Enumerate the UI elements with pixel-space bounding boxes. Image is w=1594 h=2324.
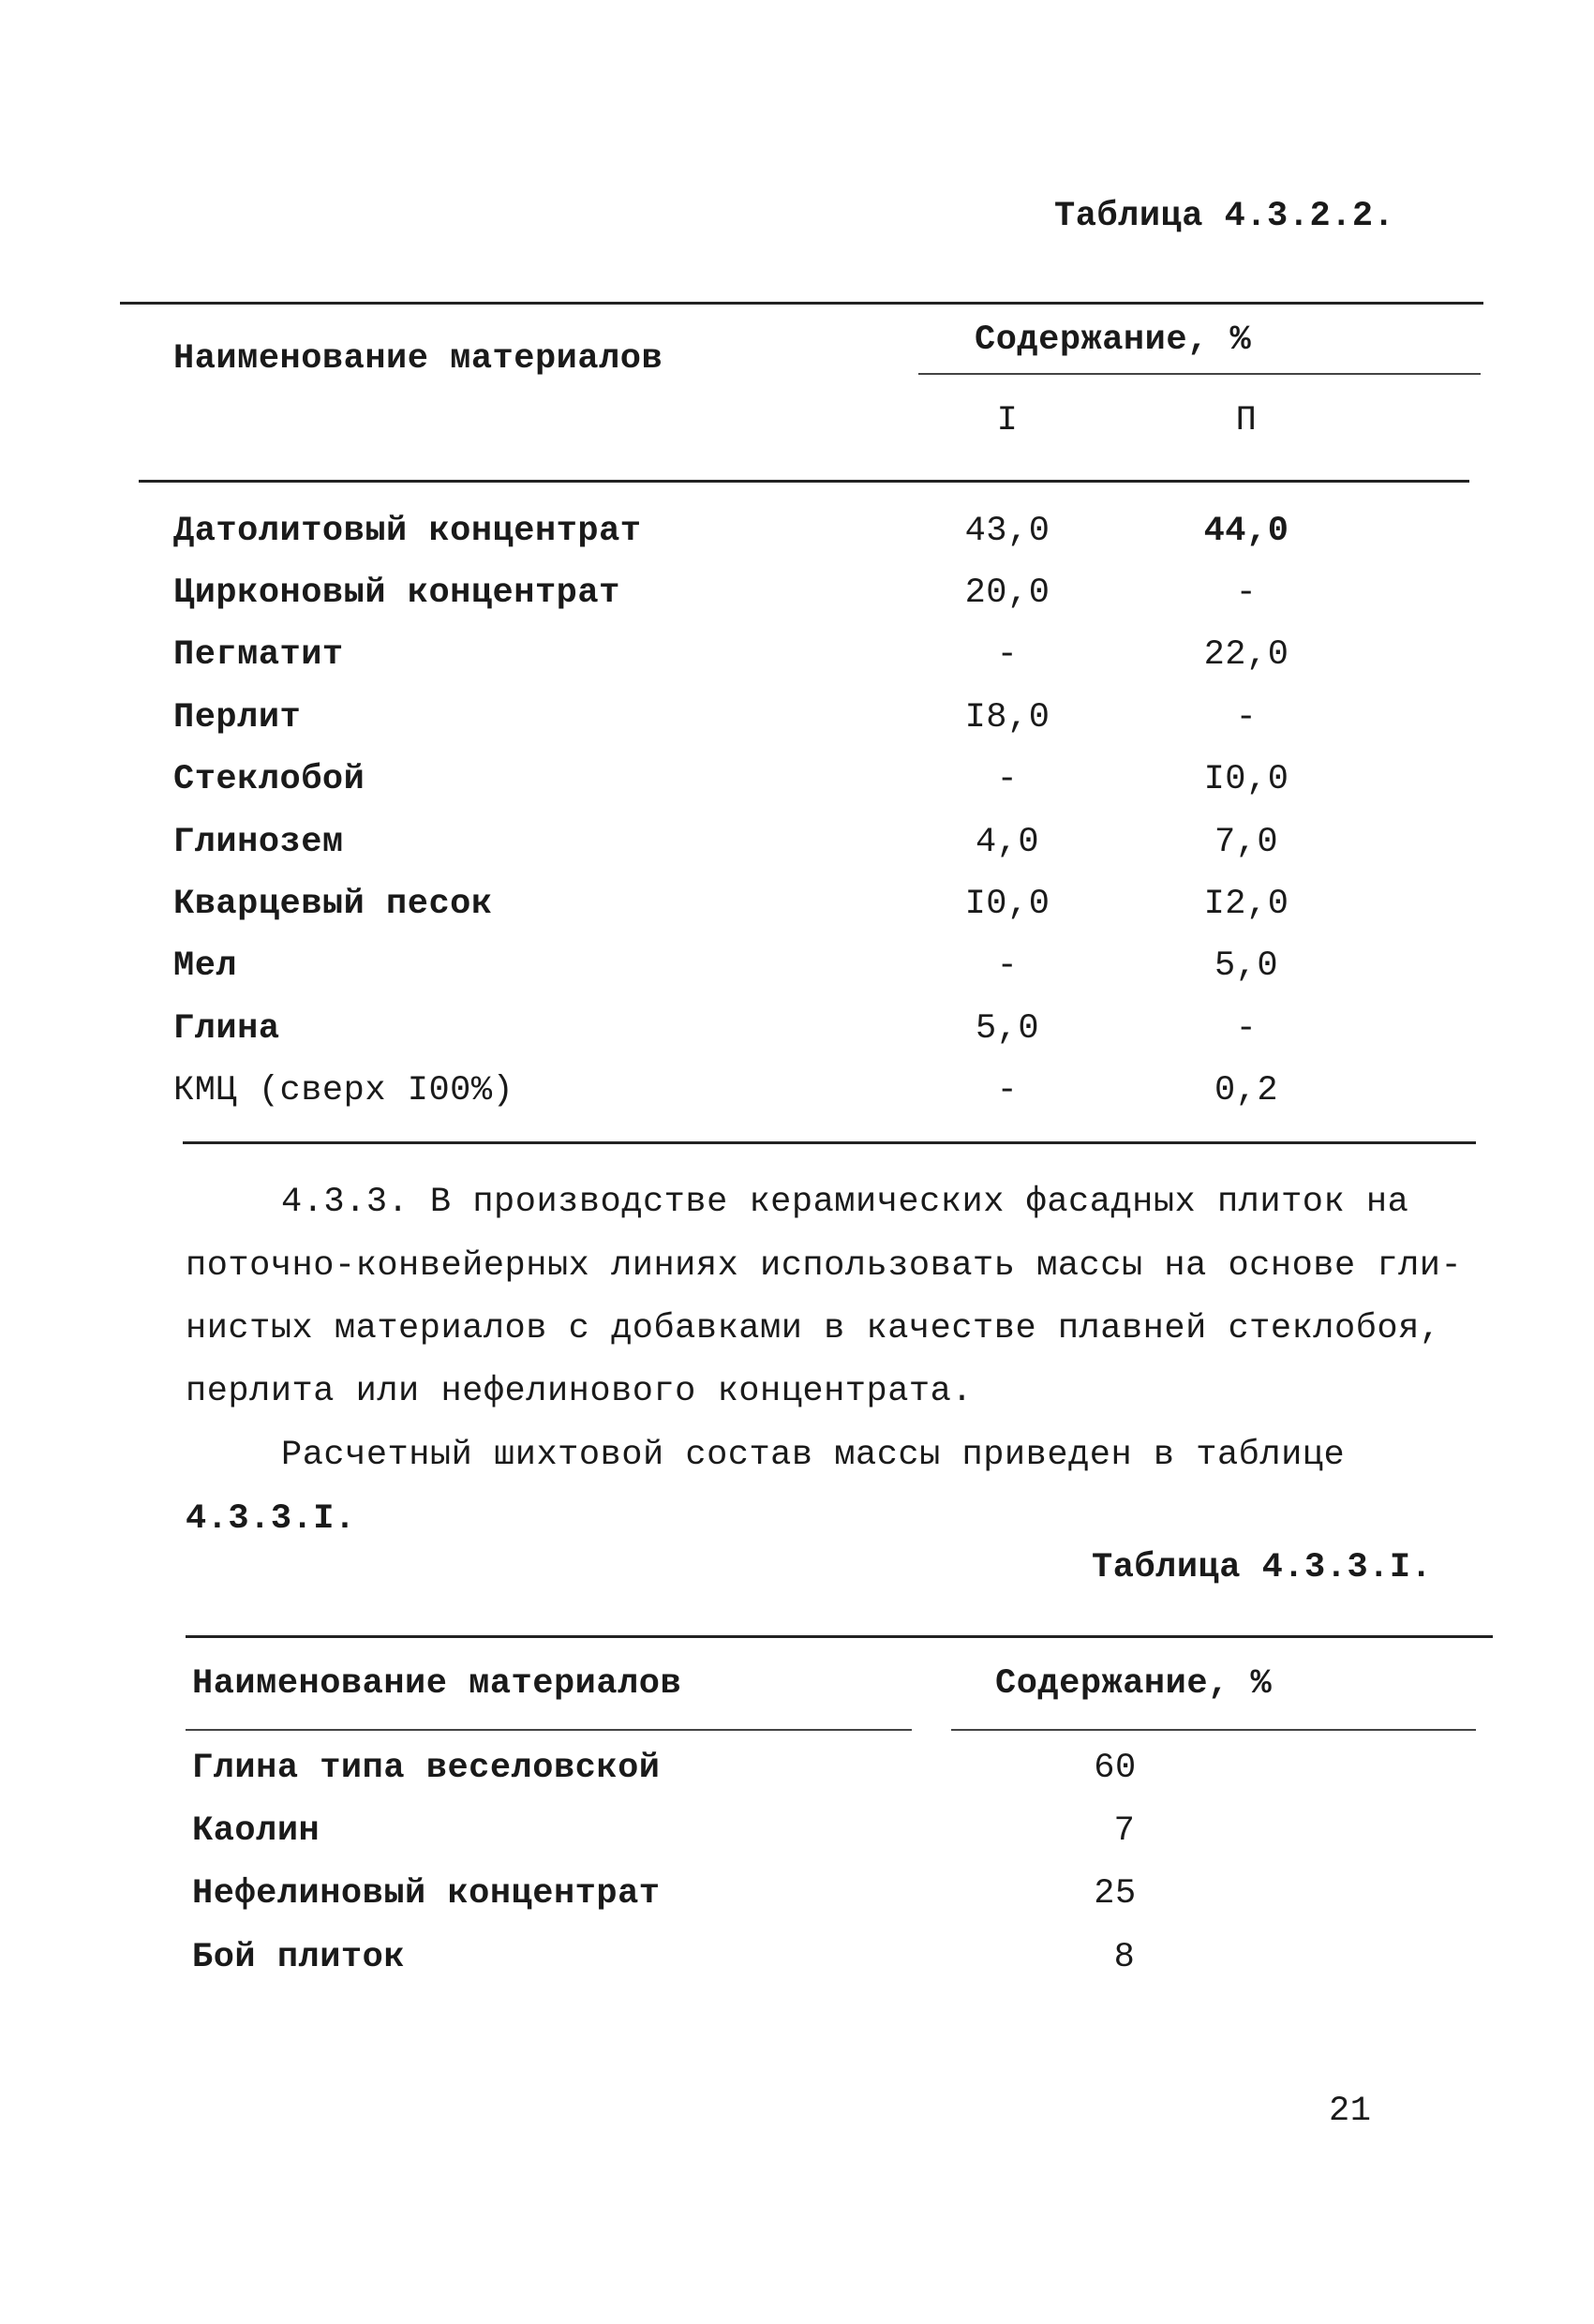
table2-top-rule bbox=[186, 1635, 1493, 1638]
table1-header-rule bbox=[139, 480, 1469, 483]
table1-row-c2: 0,2 bbox=[1214, 1071, 1279, 1110]
table1-row-c1: I0,0 bbox=[964, 885, 1050, 924]
table1-caption: Таблица 4.3.2.2. bbox=[1054, 197, 1395, 236]
table1-header-content: Содержание, % bbox=[975, 320, 1252, 360]
table1-row-c2: - bbox=[1235, 698, 1258, 737]
table1-subheader-col1: I bbox=[996, 401, 1019, 440]
paragraph-line: 4.3.3.I. bbox=[186, 1499, 356, 1539]
table1-subheader-rule bbox=[918, 373, 1481, 375]
table1-row-c1: 20,0 bbox=[964, 574, 1050, 613]
table1-row-name: Датолитовый концентрат bbox=[173, 512, 642, 551]
table1-row-c2: 22,0 bbox=[1203, 635, 1289, 675]
table2-row-value: 25 bbox=[1094, 1874, 1137, 1914]
table2-row-name: Нефелиновый концентрат bbox=[192, 1874, 661, 1914]
paragraph-line: поточно-конвейерных линиях использовать массы на основе гли- bbox=[186, 1246, 1463, 1286]
table2-caption: Таблица 4.3.3.I. bbox=[1092, 1548, 1433, 1587]
table1-row-name: Цирконовый концентрат bbox=[173, 574, 620, 613]
table1-row-c2: 7,0 bbox=[1214, 823, 1279, 862]
table1-header-name: Наименование материалов bbox=[173, 339, 663, 379]
table2-row-name: Бой плиток bbox=[192, 1938, 406, 1977]
table1-row-c2: - bbox=[1235, 574, 1258, 613]
table1-subheader-col2: П bbox=[1235, 401, 1258, 440]
table2-header-rule-right bbox=[951, 1729, 1476, 1731]
table2-row-value: 8 bbox=[1113, 1938, 1136, 1977]
table1-row-c1: 43,0 bbox=[964, 512, 1050, 551]
table1-row-name: Мел bbox=[173, 946, 238, 986]
table1-row-c1: I8,0 bbox=[964, 698, 1050, 737]
table1-row-name: Глинозем bbox=[173, 823, 344, 862]
table2-header-name: Наименование материалов bbox=[192, 1664, 682, 1704]
table1-row-c1: - bbox=[996, 635, 1019, 675]
paragraph-line: Расчетный шихтовой состав массы приведен в таблице bbox=[281, 1436, 1346, 1475]
table1-row-c1: - bbox=[996, 760, 1019, 799]
table1-row-name: КМЦ (сверх I00%) bbox=[173, 1071, 514, 1110]
table1-row-name: Кварцевый песок bbox=[173, 885, 493, 924]
table1-row-c2: I2,0 bbox=[1203, 885, 1289, 924]
table2-row-name: Глина типа веселовской bbox=[192, 1749, 661, 1788]
table1-row-c2: I0,0 bbox=[1203, 760, 1289, 799]
table2-row-name: Каолин bbox=[192, 1811, 320, 1851]
table1-row-name: Пегматит bbox=[173, 635, 344, 675]
table1-row-name: Перлит bbox=[173, 698, 302, 737]
page-number: 21 bbox=[1329, 2092, 1372, 2131]
table1-row-c2: 5,0 bbox=[1214, 946, 1279, 986]
paragraph-line: 4.3.3. В производстве керамических фасадных плиток на bbox=[281, 1183, 1409, 1222]
table1-row-name: Глина bbox=[173, 1009, 280, 1049]
table1-top-rule bbox=[120, 302, 1483, 305]
table2-header-rule-left bbox=[186, 1729, 912, 1731]
table1-row-c1: 4,0 bbox=[975, 823, 1040, 862]
table2-row-value: 7 bbox=[1113, 1811, 1136, 1851]
paragraph-line: перлита или нефелинового концентрата. bbox=[186, 1372, 974, 1411]
table1-row-c1: - bbox=[996, 1071, 1019, 1110]
paragraph-line: нистых материалов с добавками в качестве плавней стеклобоя, bbox=[186, 1309, 1441, 1348]
table1-bottom-rule bbox=[183, 1141, 1476, 1144]
table2-row-value: 60 bbox=[1094, 1749, 1137, 1788]
table1-row-c1: - bbox=[996, 946, 1019, 986]
table1-row-c1: 5,0 bbox=[975, 1009, 1040, 1049]
table1-row-c2: - bbox=[1235, 1009, 1258, 1049]
table2-header-content: Содержание, % bbox=[995, 1664, 1273, 1704]
table1-row-c2: 44,0 bbox=[1203, 512, 1289, 551]
table1-row-name: Стеклобой bbox=[173, 760, 365, 799]
